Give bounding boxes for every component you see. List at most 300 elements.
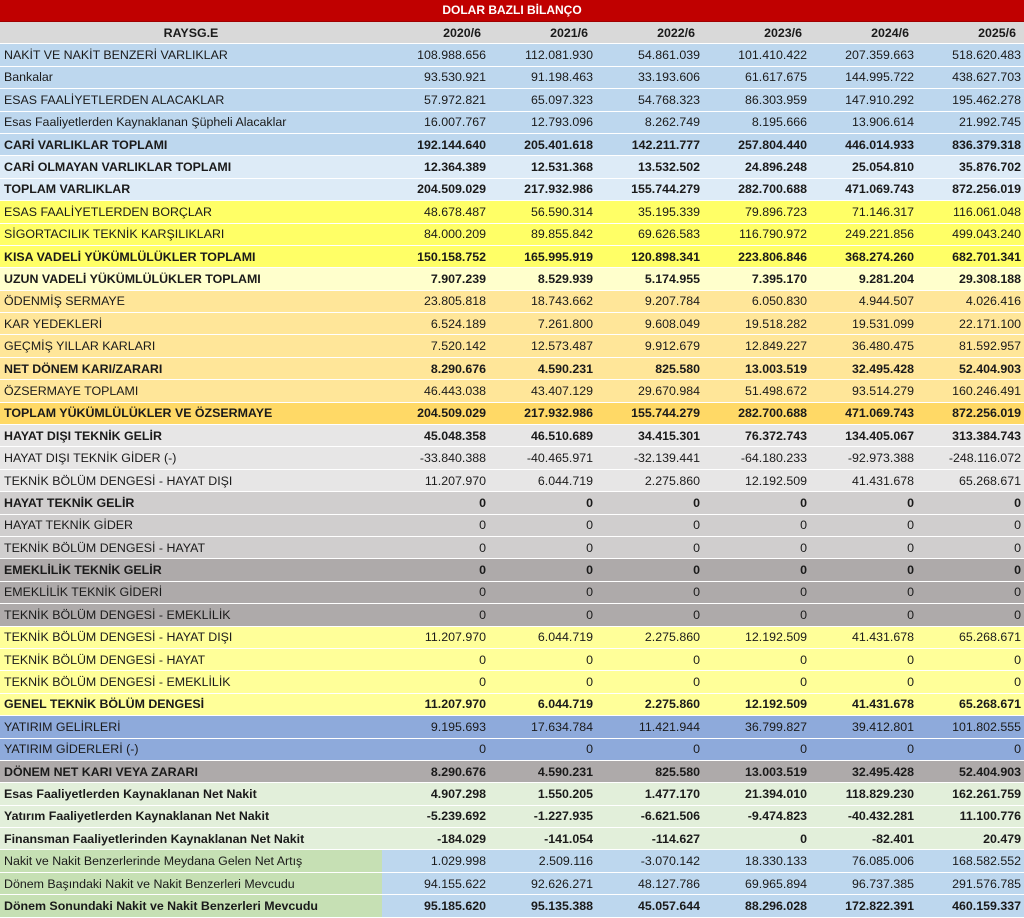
row-value: 0 [489,671,596,693]
row-label: YATIRIM GELİRLERİ [0,716,382,738]
row-value: 207.359.663 [810,44,917,66]
row-value: 134.405.067 [810,425,917,447]
row-value: 0 [596,492,703,514]
row-label: Finansman Faaliyetlerinden Kaynaklanan Net Nakit [0,828,382,850]
row-value: 0 [917,581,1024,603]
header-period: 2021/6 [489,22,596,44]
row-value: -92.973.388 [810,447,917,469]
row-value: 34.415.301 [596,425,703,447]
row-value: 9.207.784 [596,290,703,312]
row-value: 18.743.662 [489,290,596,312]
row-value: 88.296.028 [703,895,810,917]
row-value: 13.003.519 [703,760,810,782]
row-label: ESAS FAALİYETLERDEN BORÇLAR [0,201,382,223]
row-value: 4.907.298 [382,783,489,805]
row-label: EMEKLİLİK TEKNİK GELİR [0,559,382,581]
row-value: 0 [810,492,917,514]
row-value: 9.195.693 [382,716,489,738]
row-value: 0 [810,671,917,693]
row-value: 282.700.688 [703,178,810,200]
row-value: 471.069.743 [810,178,917,200]
row-value: 32.495.428 [810,357,917,379]
table-row [0,872,1024,894]
row-value: 313.384.743 [917,425,1024,447]
row-value: 0 [382,514,489,536]
row-value: 0 [489,559,596,581]
row-value: 204.509.029 [382,402,489,424]
row-value: 41.431.678 [810,693,917,715]
row-value: 13.532.502 [596,156,703,178]
row-value: 460.159.337 [917,895,1024,917]
row-value: 89.855.842 [489,223,596,245]
row-value: 2.509.116 [489,850,596,872]
row-value: 4.026.416 [917,290,1024,312]
row-value: 0 [703,536,810,558]
row-value: 93.514.279 [810,380,917,402]
row-value: 155.744.279 [596,402,703,424]
row-value: 6.524.189 [382,313,489,335]
row-label: TEKNİK BÖLÜM DENGESİ - HAYAT [0,536,382,558]
row-value: 8.262.749 [596,111,703,133]
row-value: 9.608.049 [596,313,703,335]
row-value: 16.007.767 [382,111,489,133]
table-row [0,671,1024,693]
row-value: -64.180.233 [703,447,810,469]
row-value: 6.044.719 [489,626,596,648]
row-value: 2.275.860 [596,469,703,491]
row-value: 0 [382,492,489,514]
row-value: 0 [382,738,489,760]
table-row [0,536,1024,558]
row-value: 0 [489,492,596,514]
row-value: 4.590.231 [489,357,596,379]
row-value: 61.617.675 [703,66,810,88]
row-value: 0 [917,559,1024,581]
table-row [0,760,1024,782]
row-value: 11.207.970 [382,693,489,715]
row-value: 35.876.702 [917,156,1024,178]
row-value: -40.432.281 [810,805,917,827]
row-value: 0 [596,604,703,626]
table-row [0,66,1024,88]
row-label: CARİ OLMAYAN VARLIKLAR TOPLAMI [0,156,382,178]
row-value: 46.443.038 [382,380,489,402]
table-row [0,492,1024,514]
row-value: 12.192.509 [703,693,810,715]
row-value: -32.139.441 [596,447,703,469]
row-value: 118.829.230 [810,783,917,805]
row-value: 12.849.227 [703,335,810,357]
row-value: 12.364.389 [382,156,489,178]
row-label: ÖZSERMAYE TOPLAMI [0,380,382,402]
row-value: 0 [917,536,1024,558]
row-value: 204.509.029 [382,178,489,200]
row-label: Dönem Sonundaki Nakit ve Nakit Benzerleri Mevcudu [0,895,382,917]
table-row [0,156,1024,178]
row-value: 12.192.509 [703,469,810,491]
row-value: 48.678.487 [382,201,489,223]
row-value: 150.158.752 [382,245,489,267]
table-row [0,268,1024,290]
row-value: 18.330.133 [703,850,810,872]
row-value: 836.379.318 [917,133,1024,155]
row-value: 0 [810,514,917,536]
table-row [0,201,1024,223]
row-label: HAYAT TEKNİK GİDER [0,514,382,536]
row-value: 13.003.519 [703,357,810,379]
row-value: 11.207.970 [382,626,489,648]
row-value: 12.793.096 [489,111,596,133]
row-value: 0 [810,536,917,558]
row-label: KISA VADELİ YÜKÜMLÜLÜKLER TOPLAMI [0,245,382,267]
row-label: TEKNİK BÖLÜM DENGESİ - HAYAT DIŞI [0,469,382,491]
row-value: 0 [703,738,810,760]
row-value: 19.531.099 [810,313,917,335]
row-value: 0 [703,581,810,603]
row-value: 1.477.170 [596,783,703,805]
row-value: 205.401.618 [489,133,596,155]
row-label: HAYAT DIŞI TEKNİK GİDER (-) [0,447,382,469]
row-value: 8.529.939 [489,268,596,290]
row-value: 0 [596,648,703,670]
row-value: 19.518.282 [703,313,810,335]
row-label: ESAS FAALİYETLERDEN ALACAKLAR [0,89,382,111]
table-body [0,44,1024,917]
row-value: 112.081.930 [489,44,596,66]
row-value: 4.944.507 [810,290,917,312]
table-row [0,380,1024,402]
row-value: 116.790.972 [703,223,810,245]
row-value: 0 [382,671,489,693]
row-value: 0 [596,581,703,603]
table-row [0,290,1024,312]
row-value: 52.404.903 [917,760,1024,782]
table-row [0,313,1024,335]
row-value: 518.620.483 [917,44,1024,66]
table-row [0,783,1024,805]
row-value: 825.580 [596,357,703,379]
row-value: 0 [917,671,1024,693]
table-row [0,559,1024,581]
row-value: 54.861.039 [596,44,703,66]
row-value: 45.057.644 [596,895,703,917]
row-label: Esas Faaliyetlerden Kaynaklanan Net Nakit [0,783,382,805]
table-row [0,335,1024,357]
row-value: 21.992.745 [917,111,1024,133]
row-value: 12.531.368 [489,156,596,178]
row-value: 46.510.689 [489,425,596,447]
row-value: 17.634.784 [489,716,596,738]
row-value: 101.410.422 [703,44,810,66]
row-value: 192.144.640 [382,133,489,155]
row-label: HAYAT DIŞI TEKNİK GELİR [0,425,382,447]
row-label: DÖNEM NET KARI VEYA ZARARI [0,760,382,782]
row-value: -141.054 [489,828,596,850]
row-value: 0 [489,514,596,536]
table-row [0,178,1024,200]
row-label: NET DÖNEM KARI/ZARARI [0,357,382,379]
row-value: 168.582.552 [917,850,1024,872]
table-row [0,133,1024,155]
row-value: 7.261.800 [489,313,596,335]
row-label: CARİ VARLIKLAR TOPLAMI [0,133,382,155]
row-value: 0 [382,648,489,670]
row-value: 65.268.671 [917,469,1024,491]
row-value: -248.116.072 [917,447,1024,469]
row-label: KAR YEDEKLERİ [0,313,382,335]
row-value: 0 [596,738,703,760]
row-value: 8.290.676 [382,760,489,782]
row-value: 52.404.903 [917,357,1024,379]
table-row [0,447,1024,469]
row-value: 6.044.719 [489,469,596,491]
row-value: 2.275.860 [596,626,703,648]
header-period: 2024/6 [810,22,917,44]
row-value: 282.700.688 [703,402,810,424]
row-value: 825.580 [596,760,703,782]
row-value: 9.281.204 [810,268,917,290]
row-label: ÖDENMİŞ SERMAYE [0,290,382,312]
row-value: 69.965.894 [703,872,810,894]
row-value: 0 [596,671,703,693]
row-value: 25.054.810 [810,156,917,178]
row-value: -114.627 [596,828,703,850]
row-value: 0 [489,536,596,558]
row-value: 4.590.231 [489,760,596,782]
row-value: 65.097.323 [489,89,596,111]
row-label: SİGORTACILIK TEKNİK KARŞILIKLARI [0,223,382,245]
row-value: 162.261.759 [917,783,1024,805]
row-value: 446.014.933 [810,133,917,155]
table-row [0,693,1024,715]
row-value: 0 [489,738,596,760]
row-label: UZUN VADELİ YÜKÜMLÜLÜKLER TOPLAMI [0,268,382,290]
row-value: 11.207.970 [382,469,489,491]
row-label: Nakit ve Nakit Benzerlerinde Meydana Gelen Net Artış [0,850,382,872]
row-value: -5.239.692 [382,805,489,827]
row-value: -82.401 [810,828,917,850]
table-row [0,828,1024,850]
row-value: 0 [703,559,810,581]
row-value: 0 [810,738,917,760]
row-value: 101.802.555 [917,716,1024,738]
row-value: 217.932.986 [489,402,596,424]
row-value: 41.431.678 [810,626,917,648]
row-value: 32.495.428 [810,760,917,782]
row-label: Dönem Başındaki Nakit ve Nakit Benzerleri Mevcudu [0,872,382,894]
row-value: 2.275.860 [596,693,703,715]
row-value: 29.308.188 [917,268,1024,290]
row-value: 0 [810,604,917,626]
row-value: 13.906.614 [810,111,917,133]
row-label: TEKNİK BÖLÜM DENGESİ - HAYAT DIŞI [0,626,382,648]
row-value: 76.372.743 [703,425,810,447]
row-value: 65.268.671 [917,626,1024,648]
row-value: 7.520.142 [382,335,489,357]
row-value: 7.907.239 [382,268,489,290]
row-value: 249.221.856 [810,223,917,245]
row-value: 291.576.785 [917,872,1024,894]
row-value: 9.912.679 [596,335,703,357]
header-row [0,22,1024,44]
row-value: 6.044.719 [489,693,596,715]
table-row [0,514,1024,536]
row-value: 872.256.019 [917,402,1024,424]
row-value: 93.530.921 [382,66,489,88]
row-value: 217.932.986 [489,178,596,200]
row-value: 48.127.786 [596,872,703,894]
row-value: 0 [810,559,917,581]
row-value: 160.246.491 [917,380,1024,402]
row-value: 0 [703,671,810,693]
row-value: 144.995.722 [810,66,917,88]
row-value: 0 [382,581,489,603]
row-label: TEKNİK BÖLÜM DENGESİ - HAYAT [0,648,382,670]
row-value: 12.573.487 [489,335,596,357]
row-value: 0 [596,536,703,558]
row-value: 69.626.583 [596,223,703,245]
row-value: 116.061.048 [917,201,1024,223]
row-value: 8.290.676 [382,357,489,379]
row-value: 0 [703,492,810,514]
table-row [0,111,1024,133]
row-label: GENEL TEKNİK BÖLÜM DENGESİ [0,693,382,715]
row-value: 257.804.440 [703,133,810,155]
row-value: 142.211.777 [596,133,703,155]
row-value: 499.043.240 [917,223,1024,245]
row-value: -6.621.506 [596,805,703,827]
row-value: 8.195.666 [703,111,810,133]
row-label: EMEKLİLİK TEKNİK GİDERİ [0,581,382,603]
row-value: 0 [917,648,1024,670]
row-value: 57.972.821 [382,89,489,111]
table-row [0,850,1024,872]
row-value: 438.627.703 [917,66,1024,88]
row-value: 872.256.019 [917,178,1024,200]
row-value: 23.805.818 [382,290,489,312]
row-value: 11.421.944 [596,716,703,738]
row-value: 20.479 [917,828,1024,850]
row-value: 24.896.248 [703,156,810,178]
row-value: 165.995.919 [489,245,596,267]
row-label: Yatırım Faaliyetlerden Kaynaklanan Net Nakit [0,805,382,827]
row-value: 92.626.271 [489,872,596,894]
row-value: 95.185.620 [382,895,489,917]
row-value: 0 [382,536,489,558]
row-value: 36.480.475 [810,335,917,357]
row-label: GEÇMİŞ YILLAR KARLARI [0,335,382,357]
row-value: -3.070.142 [596,850,703,872]
table-row [0,357,1024,379]
row-value: 0 [489,648,596,670]
row-label: HAYAT TEKNİK GELİR [0,492,382,514]
row-value: 81.592.957 [917,335,1024,357]
row-value: 0 [489,581,596,603]
row-value: -184.029 [382,828,489,850]
row-label: NAKİT VE NAKİT BENZERİ VARLIKLAR [0,44,382,66]
table-row [0,44,1024,66]
header-period: 2020/6 [382,22,489,44]
row-value: 51.498.672 [703,380,810,402]
row-value: -33.840.388 [382,447,489,469]
row-value: 155.744.279 [596,178,703,200]
balance-sheet-table [0,22,1024,918]
row-value: 0 [917,738,1024,760]
row-value: 41.431.678 [810,469,917,491]
row-value: 11.100.776 [917,805,1024,827]
row-value: 223.806.846 [703,245,810,267]
row-value: 91.198.463 [489,66,596,88]
row-value: 33.193.606 [596,66,703,88]
row-value: 36.799.827 [703,716,810,738]
row-value: 0 [703,514,810,536]
row-value: 54.768.323 [596,89,703,111]
row-value: 7.395.170 [703,268,810,290]
row-value: 5.174.955 [596,268,703,290]
row-value: 56.590.314 [489,201,596,223]
row-label: Esas Faaliyetlerden Kaynaklanan Şüpheli Alacaklar [0,111,382,133]
row-value: 45.048.358 [382,425,489,447]
row-value: 120.898.341 [596,245,703,267]
row-value: -1.227.935 [489,805,596,827]
header-period: 2022/6 [596,22,703,44]
row-value: 0 [810,581,917,603]
row-value: 0 [917,492,1024,514]
row-value: 0 [703,828,810,850]
row-value: 0 [917,514,1024,536]
row-value: 76.085.006 [810,850,917,872]
header-period: 2023/6 [703,22,810,44]
row-value: 0 [489,604,596,626]
row-value: -40.465.971 [489,447,596,469]
row-label: Bankalar [0,66,382,88]
row-value: 96.737.385 [810,872,917,894]
row-value: 39.412.801 [810,716,917,738]
row-label: TEKNİK BÖLÜM DENGESİ - EMEKLİLİK [0,604,382,626]
row-value: 147.910.292 [810,89,917,111]
row-value: 0 [703,648,810,670]
table-row [0,581,1024,603]
table-row [0,648,1024,670]
row-value: 86.303.959 [703,89,810,111]
header-period: 2025/6 [917,22,1024,44]
row-value: 682.701.341 [917,245,1024,267]
table-row [0,805,1024,827]
row-value: 71.146.317 [810,201,917,223]
row-value: 29.670.984 [596,380,703,402]
row-value: 368.274.260 [810,245,917,267]
row-value: 95.135.388 [489,895,596,917]
table-row [0,716,1024,738]
row-value: 0 [703,604,810,626]
row-label: TOPLAM YÜKÜMLÜLÜKLER VE ÖZSERMAYE [0,402,382,424]
row-value: 0 [382,604,489,626]
row-label: TEKNİK BÖLÜM DENGESİ - EMEKLİLİK [0,671,382,693]
row-value: 0 [810,648,917,670]
row-value: 0 [382,559,489,581]
table-row [0,626,1024,648]
table-row [0,738,1024,760]
row-value: 84.000.209 [382,223,489,245]
table-title: DOLAR BAZLI BİLANÇO [0,0,1024,22]
table-row [0,89,1024,111]
row-value: 108.988.656 [382,44,489,66]
row-value: 21.394.010 [703,783,810,805]
header-ticker: RAYSG.E [0,22,382,44]
row-value: 172.822.391 [810,895,917,917]
row-value: 195.462.278 [917,89,1024,111]
table-row [0,469,1024,491]
